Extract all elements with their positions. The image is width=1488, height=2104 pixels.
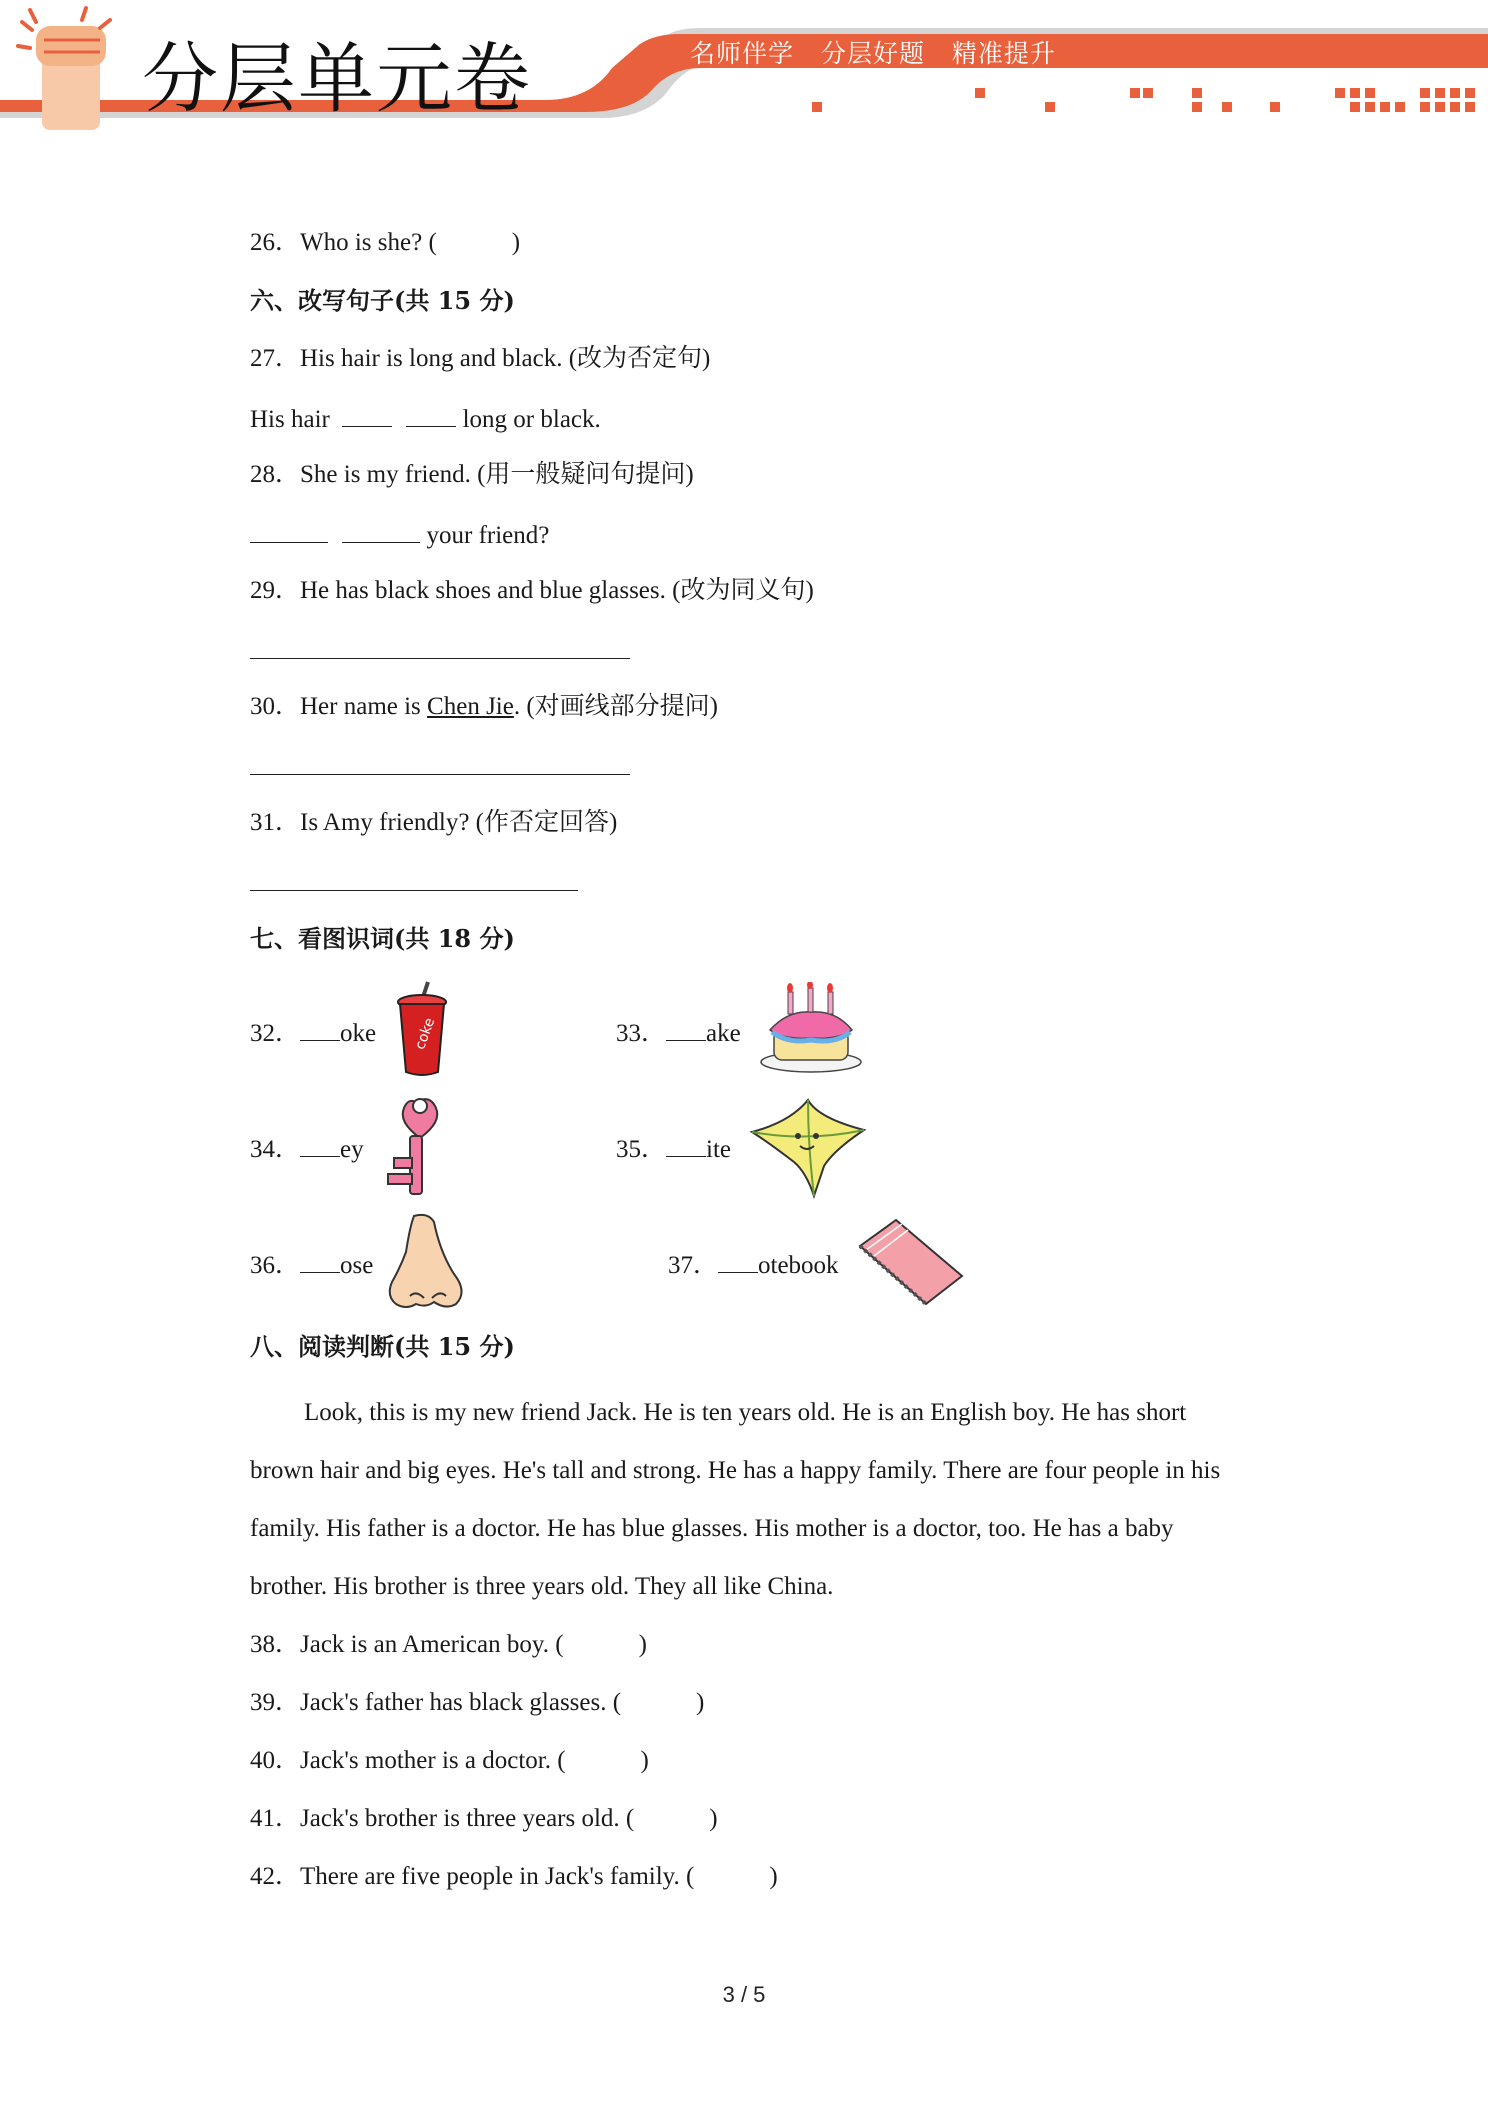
question-number: 34． xyxy=(250,1136,301,1163)
answer-line[interactable] xyxy=(250,866,578,891)
question-29: 29．He has black shoes and blue glasses. (改为同义句) xyxy=(250,577,814,604)
section-7-title: 七、看图识词(共 18 分) xyxy=(250,924,515,953)
question-number: 33． xyxy=(616,1020,667,1047)
question-30-prefix: 30．Her name is xyxy=(250,693,428,720)
question-30-answer xyxy=(250,750,630,783)
question-number: 32． xyxy=(250,1020,301,1047)
word-fragment: ey xyxy=(340,1136,364,1163)
brand-title: 分层单元卷 xyxy=(142,34,532,123)
word-fragment: ake xyxy=(706,1020,741,1047)
question-27-answer xyxy=(250,402,601,435)
question-39: 39．Jack's father has black glasses. ( ) xyxy=(250,1689,705,1716)
question-26: 26．Who is she? ( ) xyxy=(250,229,521,256)
question-40: 40．Jack's mother is a doctor. ( ) xyxy=(250,1747,649,1774)
question-41: 41．Jack's brother is three years old. ( ) xyxy=(250,1805,718,1832)
word-fragment: oke xyxy=(340,1020,377,1047)
answer-suffix: your friend? xyxy=(426,522,550,549)
question-28: 28．She is my friend. (用一般疑问句提问) xyxy=(250,461,694,488)
birthday-cake-icon xyxy=(758,982,864,1074)
question-37 xyxy=(668,1248,839,1281)
question-31-answer xyxy=(250,866,578,899)
section-8-title: 八、阅读判断(共 15 分) xyxy=(250,1332,515,1361)
question-38: 38．Jack is an American boy. ( ) xyxy=(250,1631,647,1658)
word-fragment: otebook xyxy=(758,1252,839,1279)
answer-line[interactable] xyxy=(250,634,630,659)
question-27: 27．His hair is long and black. (改为否定句) xyxy=(250,345,711,372)
reading-passage: Look, this is my new friend Jack. He is ten years old. He is an English boy. He has short brown hair and big eyes. He's tall and strong. He has a happy family. There are four people in his family. His father is a doctor. He has blue glasses. His mother is a doctor, too. He has a baby brother. His brother is three years old. They all like China. xyxy=(250,1399,1221,1600)
question-32 xyxy=(250,1016,376,1049)
answer-prefix: His hair xyxy=(250,406,330,433)
header-slogan: 名师伴学 分层好题 精准提升 xyxy=(690,39,1056,68)
word-fragment: ite xyxy=(706,1136,732,1163)
question-number: 36． xyxy=(250,1252,301,1279)
question-28-answer xyxy=(250,518,549,551)
question-30-suffix: . (对画线部分提问) xyxy=(513,693,718,720)
page-header xyxy=(0,0,1488,150)
answer-blank[interactable] xyxy=(300,1132,340,1157)
answer-blank[interactable] xyxy=(342,402,392,427)
key-icon xyxy=(380,1094,452,1198)
coke-cup-icon xyxy=(392,980,452,1080)
answer-blank[interactable] xyxy=(300,1016,340,1041)
question-34 xyxy=(250,1132,364,1165)
answer-blank[interactable] xyxy=(718,1248,758,1273)
kite-icon xyxy=(748,1096,868,1200)
answer-suffix: long or black. xyxy=(462,406,601,433)
answer-blank[interactable] xyxy=(300,1248,340,1273)
answer-blank[interactable] xyxy=(666,1132,706,1157)
question-number: 37． xyxy=(668,1252,719,1279)
question-30 xyxy=(250,692,718,722)
question-33 xyxy=(616,1016,741,1049)
notebook-icon xyxy=(856,1216,966,1308)
answer-blank[interactable] xyxy=(666,1016,706,1041)
answer-blank[interactable] xyxy=(406,402,456,427)
question-42: 42．There are five people in Jack's family. ( ) xyxy=(250,1863,778,1890)
section-6-title: 六、改写句子(共 15 分) xyxy=(250,286,515,315)
question-31: 31．Is Amy friendly? (作否定回答) xyxy=(250,809,618,836)
question-36 xyxy=(250,1248,373,1281)
answer-blank[interactable] xyxy=(250,518,328,543)
answer-line[interactable] xyxy=(250,750,630,775)
nose-icon xyxy=(384,1212,468,1312)
word-fragment: ose xyxy=(340,1252,374,1279)
page-number: 3 / 5 xyxy=(722,1982,766,2007)
question-29-answer xyxy=(250,634,630,667)
answer-blank[interactable] xyxy=(342,518,420,543)
svg-text:coke: coke xyxy=(412,1015,439,1052)
question-number: 35． xyxy=(616,1136,667,1163)
underlined-name: Chen Jie xyxy=(427,693,514,720)
question-35 xyxy=(616,1132,731,1165)
pixel-dots-decoration xyxy=(812,88,1475,112)
